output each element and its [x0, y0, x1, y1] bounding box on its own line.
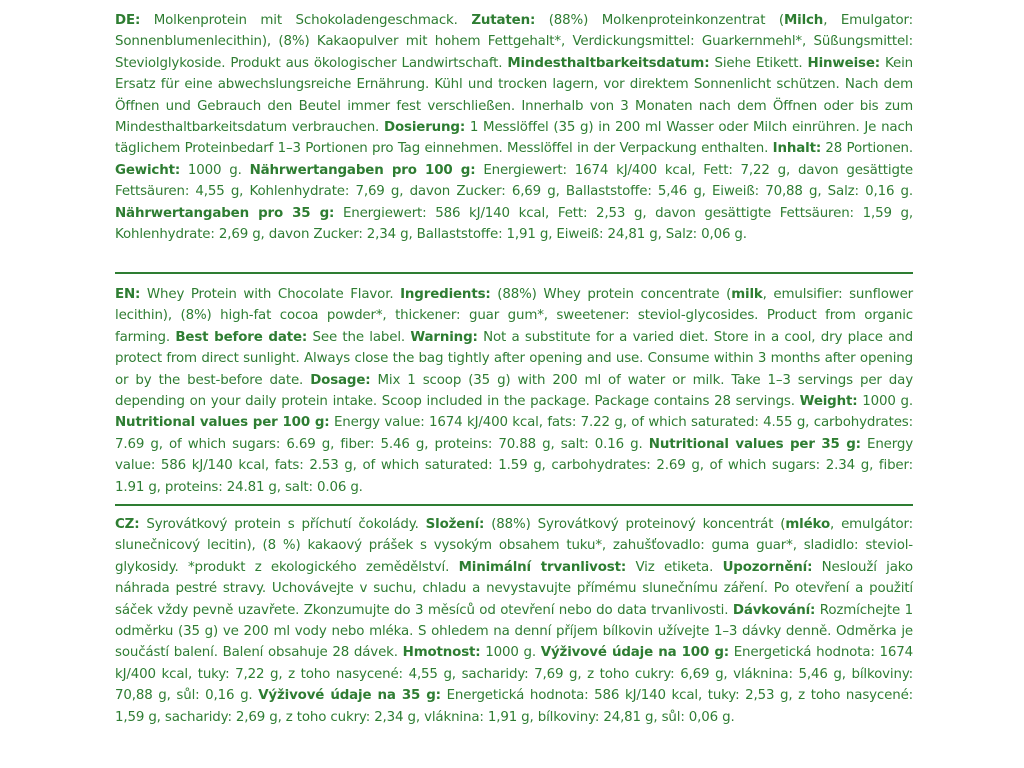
heading-ingredients-cz: Složení: [425, 517, 485, 532]
best-before-text-de: Siehe Etikett. [709, 55, 808, 71]
product-name-de: Molkenprotein mit Schokoladengeschmack. [140, 13, 472, 28]
heading-nutrition-35-cz: Výživové údaje na 35 g: [258, 688, 441, 704]
heading-best-before-de: Mindesthaltbarkeitsdatum: [507, 55, 710, 71]
section-divider [115, 272, 913, 274]
heading-nutrition-100-en: Nutritional values per 100 g: [115, 415, 330, 431]
heading-notes-de: Hinweise: [807, 55, 880, 71]
warning-text-en: Not a substitute for a varied diet. Store in a cool, dry place and protect from direct sunlight. Always close the bag tightly after opening and use. Consume within 3 months after opening or by the best-before date. [115, 329, 913, 388]
dosage-text-cz: Rozmíchejte 1 odměrku (35 g) ve 200 ml vody nebo mléka. S ohledem na denní příjem bílkovin užívejte 1–3 dávky denně. Odměrka je součástí balení. Balení obsahuje 28 dávek. [115, 602, 914, 661]
ingredients-rest-cz: , emulgátor: slunečnicový lecitin), (8 %) kakaový prášek s vysokým obsahem tuku*, zahušťovadlo: guma guar*, sladidlo: steviol-glykosidy. *produkt z ekologického zemědělství. [115, 517, 913, 575]
heading-weight-de: Gewicht: [115, 162, 181, 178]
product-name-en: Whey Protein with Chocolate Flavor. [140, 287, 401, 302]
heading-best-before-en: Best before date: [175, 329, 308, 345]
heading-nutrition-100-cz: Výživové údaje na 100 g: [540, 645, 729, 661]
nutrition-35-text-de: Energiewert: 586 kJ/140 kcal, Fett: 2,53 g, davon gesättigte Fettsäuren: 1,59 g, Kohlenhydrate: 2,69 g, davon Zucker: 2,34 g, Ballaststoffe: 1,91 g, Eiweiß: 24,81 g, Salz: 0,06 g. [115, 205, 913, 243]
heading-nutrition-35-en: Nutritional values per 35 g: [648, 436, 861, 452]
heading-ingredients-de: Zutaten: [471, 13, 536, 28]
heading-weight-cz: Hmotnost: [402, 645, 481, 661]
nutrition-100-text-cz: Energetická hodnota: 1674 kJ/400 kcal, tuky: 7,22 g, z toho nasycené: 4,55 g, sacharidy: 7,69 g, z toho cukry: 6,69 g, vláknina: 5,46 g, bílkoviny: 70,88 g, sůl: 0,16 g. [115, 645, 913, 704]
dosage-text-de: 1 Messlöffel (35 g) in 200 ml Wasser oder Milch einrühren. Je nach täglichem Proteinbedarf 1–3 Portionen pro Tag einnehmen. Messlöffel in der Verpackung enthalten. [115, 120, 914, 157]
weight-text-en: 1000 g. [857, 394, 913, 410]
allergen-en: milk [731, 287, 763, 302]
ingredients-rest-en: , emulsifier: sunflower lecithin), (8%) high-fat cocoa powder*, thickener: guar gum*, sweetener: steviol-glycosides. Product from organic farming. [115, 287, 914, 345]
heading-dosage-en: Dosage: [310, 372, 371, 388]
ingredients-text-cz: (88%) Syrovátkový proteinový koncentrát ( [484, 517, 786, 532]
nutrition-35-text-cz: Energetická hodnota: 586 kJ/140 kcal, tuky: 2,53 g, z toho nasycené: 1,59 g, sacharidy: 2,69 g, z toho cukry: 2,34 g, vláknina: 1,91 g, bílkoviny: 24,81 g, sůl: 0,06 g. [115, 688, 914, 725]
nutrition-35-text-en: Energy value: 586 kJ/140 kcal, fats: 2.53 g, of which saturated: 1.59 g, carbohydrates: 2.69 g, of which sugars: 2.34 g, fiber: 1.91 g, proteins: 24.81 g, salt: 0.06 g. [115, 436, 914, 495]
dosage-text-en: Mix 1 scoop (35 g) with 200 ml of water or milk. Take 1–3 servings per day depending on your daily protein intake. Scoop included in the package. Package contains 28 servings. [115, 372, 913, 410]
heading-nutrition-100-de: Nährwertangaben pro 100 g: [249, 162, 476, 178]
language-tag-en: EN: [115, 287, 141, 302]
heading-nutrition-35-de: Nährwertangaben pro 35 g: [115, 205, 335, 221]
best-before-text-cz: Viz etiketa. [626, 559, 723, 575]
ingredients-text-en: (88%) Whey protein concentrate ( [490, 287, 732, 302]
heading-best-before-cz: Minimální trvanlivost: [458, 559, 627, 575]
content-text-de: 28 Portionen. [821, 141, 913, 157]
heading-warning-en: Warning: [410, 329, 478, 345]
heading-dosage-de: Dosierung: [383, 120, 466, 136]
ingredients-rest-de: , Emulgator: Sonnenblumenlecithin), (8%) Kakaopulver mit hohem Fettgehalt*, Verdickungsmittel: Guarkernmehl*, Süßungsmittel: Steviolglykoside. Produkt aus ökologischer Landwirtschaft. [115, 13, 913, 71]
product-name-cz: Syrovátkový protein s příchutí čokolády. [139, 517, 426, 532]
section-divider [115, 504, 913, 506]
section-en [115, 284, 913, 498]
section-de [115, 10, 913, 245]
ingredients-text-de: (88%) Molkenproteinkonzentrat ( [535, 13, 784, 28]
warning-text-cz: Neslouží jako náhrada pestré stravy. Uchovávejte v suchu, chladu a nevystavujte přímému slunečnímu záření. Po otevření a použití sáček vždy pevně uzavřete. Zkonzumujte do 3 měsíců od otevření nebo do data trvanlivosti. [115, 559, 913, 618]
heading-dosage-cz: Dávkování: [732, 602, 816, 618]
weight-text-de: 1000 g. [180, 162, 250, 178]
nutrition-100-text-de: Energiewert: 1674 kJ/400 kcal, Fett: 7,22 g, davon gesättigte Fettsäuren: 4,55 g, Kohlenhydrate: 7,69 g, davon Zucker: 6,69 g, Ballaststoffe: 5,46 g, Eiweiß: 70,88 g, Salz: 0,16 g. [115, 162, 914, 200]
weight-text-cz: 1000 g. [480, 645, 541, 661]
heading-ingredients-en: Ingredients: [400, 287, 491, 302]
notes-text-de: Kein Ersatz für eine abwechslungsreiche Ernährung. Kühl und trocken lagern, vor direktem Sonnenlicht schützen. Nach dem Öffnen und Gebrauch den Beutel immer fest verschließen. Innerhalb von 3 Monaten nach dem Öffnen oder bis zum Mindesthaltbarkeitsdatum verbrauchen. [115, 55, 913, 136]
allergen-cz: mléko [785, 517, 830, 532]
nutrition-100-text-en: Energy value: 1674 kJ/400 kcal, fats: 7.22 g, of which saturated: 4.55 g, carbohydrates: 7.69 g, of which sugars: 6.69 g, fiber: 5.46 g, proteins: 70.88 g, salt: 0.16 g. [115, 415, 913, 452]
section-cz [115, 514, 913, 728]
heading-warning-cz: Upozornění: [722, 559, 813, 575]
heading-weight-en: Weight: [799, 394, 858, 410]
best-before-text-en: See the label. [307, 329, 411, 345]
allergen-de: Milch [783, 13, 824, 28]
heading-content-de: Inhalt: [772, 141, 822, 157]
language-tag-de: DE: [115, 13, 141, 28]
language-tag-cz: CZ: [115, 517, 140, 532]
